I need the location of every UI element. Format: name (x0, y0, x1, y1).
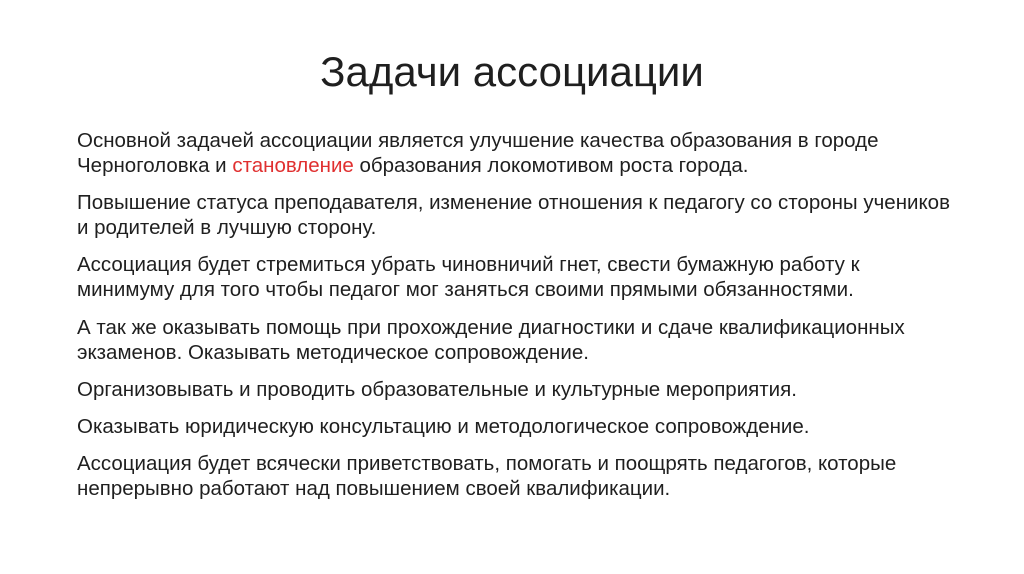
paragraph-text-before: Основной задачей ассоциации является улучшение качества образования в городе Черноголовка и (77, 129, 879, 177)
slide-title: Задачи ассоциации (320, 48, 704, 95)
paragraph-legal-consulting: Оказывать юридическую консультацию и методологическое сопровождение. (77, 415, 810, 438)
paragraph-diagnostics-help: А так же оказывать помощь при прохождение диагностики и сдаче квалификационных экзаменов. Оказывать методическое сопровождение. (77, 316, 905, 364)
paragraph-events: Организовывать и проводить образовательные и культурные мероприятия. (77, 378, 797, 401)
paragraph-text-after: образования локомотивом роста города. (353, 154, 749, 177)
paragraph-teacher-status: Повышение статуса преподавателя, изменение отношения к педагогу со стороны учеников и родителей в лучшую сторону. (77, 191, 950, 239)
paragraph-qualification: Ассоциация будет всячески приветствовать, помогать и поощрять педагогов, которые непрерывно работают над повышением своей квалификации. (77, 452, 897, 500)
paragraph-bureaucracy: Ассоциация будет стремиться убрать чиновничий гнет, свести бумажную работу к минимуму для того чтобы педагог мог заняться своими прямыми обязанностями. (77, 253, 860, 301)
highlighted-word: становление (232, 154, 354, 177)
slide-content (77, 128, 957, 513)
paragraph-main-task (77, 128, 957, 178)
